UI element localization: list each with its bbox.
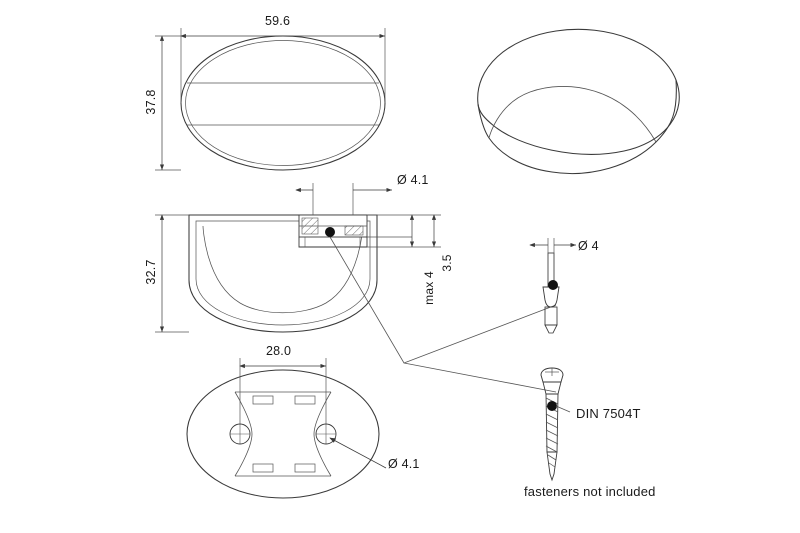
top-view-oval [181, 36, 385, 170]
dim-height-side [155, 215, 189, 332]
dim-width-top [181, 28, 385, 103]
fastener-screw [541, 368, 563, 480]
side-section-view [189, 215, 377, 332]
dim-label-rivet-dia: Ø 4 [578, 239, 599, 253]
dim-label-hole-spacing-bottom: 28.0 [266, 344, 292, 358]
dim-max-thickness [367, 215, 441, 247]
annotation-fasteners-note: fasteners not included [524, 484, 656, 499]
dim-hole-dia-bottom [330, 438, 386, 468]
dim-label-width-top: 59.6 [265, 14, 291, 28]
bottom-view-oval [187, 370, 379, 498]
dim-hole-spacing-bottom [240, 358, 326, 424]
dim-label-lip-thickness: 3.5 [440, 254, 454, 272]
dim-label-max-thickness: max 4 [422, 271, 436, 305]
dim-label-hole-dia-bottom: Ø 4.1 [388, 457, 420, 471]
isometric-view [478, 29, 680, 173]
dim-label-height-side: 32.7 [144, 259, 158, 285]
fastener-rivet [543, 253, 559, 333]
dim-label-height-top: 37.8 [144, 89, 158, 115]
dim-label-hole-dia-top: Ø 4.1 [397, 173, 429, 187]
dim-hole-dia-top [296, 183, 392, 215]
annotation-screw-standard: DIN 7504T [576, 406, 641, 421]
